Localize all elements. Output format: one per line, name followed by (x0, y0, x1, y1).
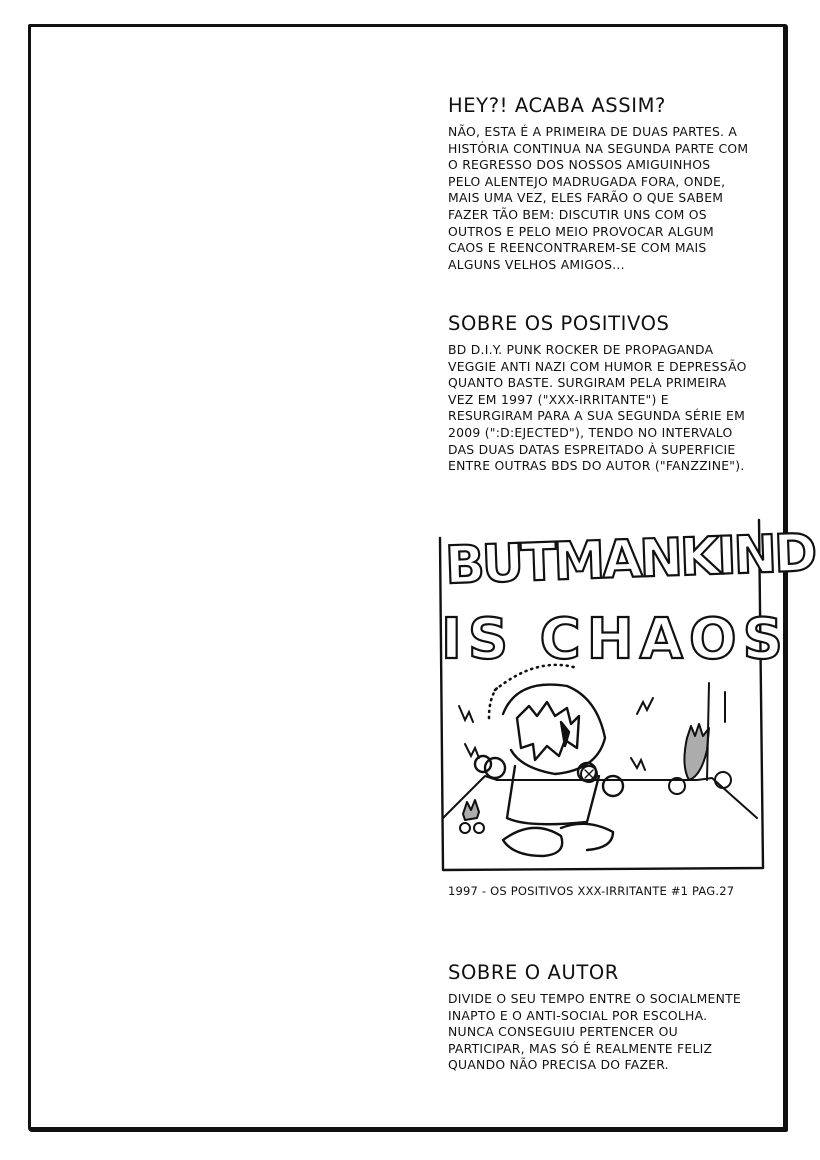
crowd-figure-right (669, 724, 731, 794)
section-acaba-assim (448, 94, 778, 273)
section-title: HEY?! ACABA ASSIM? (448, 94, 666, 117)
body-line: NÃO, ESTA É A PRIMEIRA DE DUAS PARTES. A (448, 124, 738, 139)
section-body (448, 991, 778, 1074)
body-line: VEZ EM 1997 ("XXX-IRRITANTE") E (448, 391, 669, 407)
crowd-figure-left (460, 800, 484, 833)
body-line: ENTRE OUTRAS BDS DO AUTOR ("FANZZINE"). (448, 458, 745, 474)
body-line: ALGUNS VELHOS AMIGOS... (448, 256, 625, 272)
section-title: SOBRE O AUTOR (448, 961, 619, 984)
body-line: FAZER TÃO BEM: DISCUTIR UNS COM OS (448, 206, 707, 222)
body-line: BD D.I.Y. PUNK ROCKER DE PROPAGANDA (448, 342, 714, 357)
section-sobre-o-autor (448, 961, 778, 1074)
body-line: VEGGIE ANTI NAZI COM HUMOR E DEPRESSÃO (448, 358, 747, 374)
body-line: PARTICIPAR, MAS SÓ É REALMENTE FELIZ (448, 1040, 713, 1056)
body-line: OUTROS E PELO MEIO PROVOCAR ALGUM (448, 223, 714, 239)
lettering-is-chaos: IS CHAOS (441, 607, 789, 672)
body-line: NUNCA CONSEGUIU PERTENCER OU (448, 1024, 678, 1040)
section-body (448, 124, 778, 273)
body-line: CAOS E REENCONTRAREM-SE COM MAIS (448, 240, 707, 256)
section-title: SOBRE OS POSITIVOS (448, 312, 670, 335)
body-line: DIVIDE O SEU TEMPO ENTRE O SOCIALMENTE (448, 991, 742, 1006)
body-line: QUANDO NÃO PRECISA DO FAZER. (448, 1057, 669, 1073)
illustration-caption: 1997 - OS POSITIVOS XXX-IRRITANTE #1 PAG.27 (448, 884, 735, 898)
body-line: INAPTO E O ANTI-SOCIAL POR ESCOLHA. (448, 1007, 708, 1023)
body-line: RESURGIRAM PARA A SUA SEGUNDA SÉRIE EM (448, 408, 746, 424)
body-line: HISTÓRIA CONTINUA NA SEGUNDA PARTE COM (448, 140, 749, 156)
body-line: O REGRESSO DOS NOSSOS AMIGUINHOS (448, 157, 711, 173)
body-line: DAS DUAS DATAS ESPREITADO À SUPERFICIE (448, 441, 736, 457)
lettering-butmankind: BUTMANKIND (444, 523, 816, 597)
section-sobre-os-positivos (448, 312, 778, 475)
body-line: 2009 (":D:EJECTED"), TENDO NO INTERVALO (448, 424, 733, 440)
body-line: MAIS UMA VEZ, ELES FARÃO O QUE SABEM (448, 190, 724, 206)
body-line: QUANTO BASTE. SURGIRAM PELA PRIMEIRA (448, 375, 727, 391)
body-line: PELO ALENTEJO MADRUGADA FORA, ONDE, (448, 173, 726, 189)
comic-panel-illustration (437, 518, 816, 874)
section-body (448, 342, 778, 475)
character-shouting (475, 665, 623, 856)
